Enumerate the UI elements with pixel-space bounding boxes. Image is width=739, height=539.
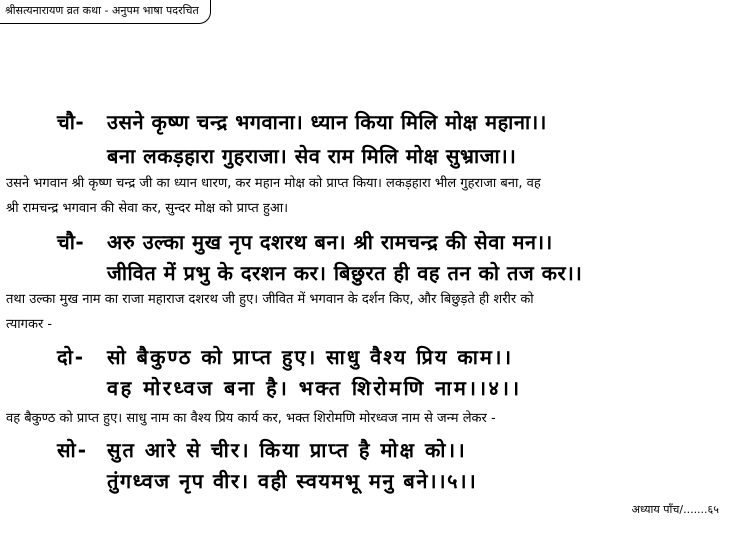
verse-marker: चौ- (57, 230, 85, 254)
prose-1-line-2: श्री रामचन्द्र भगवान की सेवा कर, सुन्दर मोक्ष को प्राप्त हुआ। (6, 201, 289, 216)
verse-text: सो बैकुण्ठ को प्राप्त हुए। साधु वैश्य प्रिय काम।। (107, 345, 514, 369)
verse-1-line-2: बना लकड़हारा गुहराजा। सेव राम मिलि मोक्ष सुभ्राजा।। (107, 144, 517, 168)
prose-2-line-2: त्यागकर - (6, 317, 53, 332)
verse-4-line-2: तुंगध्वज नृप वीर। वही स्वयमभू मनु बने।।५।। (107, 469, 478, 493)
verse-3-line-2: वह मोरध्वज बना है। भक्त शिरोमणि नाम।।४।। (107, 376, 522, 400)
verse-text: सुत आरे से चीर। किया प्राप्त है मोक्ष को।। (107, 438, 467, 462)
verse-1-line-1 (57, 108, 547, 135)
prose-1-line-1: उसने भगवान श्री कृष्ण चन्द्र जी का ध्यान धारण, कर महान मोक्ष को प्राप्त किया। लकड़हारा भील गुहराजा बना, वह (6, 176, 541, 191)
verse-2-line-2: जीवित में प्रभु के दरशन कर। बिछुरत ही वह तन को तज कर।। (107, 261, 583, 285)
verse-2-line-1 (57, 228, 553, 255)
verse-3-line-1 (57, 343, 513, 370)
verse-marker: सो- (57, 438, 89, 462)
page-footer: अध्याय पाँच/.......६५ (631, 503, 719, 516)
verse-text: अरु उल्का मुख नृप दशरथ बन। श्री रामचन्द्र की सेवा मन।। (107, 230, 553, 254)
prose-2-line-1: तथा उल्का मुख नाम का राजा महाराज दशरथ जी हुए। जीवित में भगवान के दर्शन किए, और बिछुड़ते ही शरीर को (6, 292, 534, 307)
prose-3-line-1: वह बैकुण्ठ को प्राप्त हुए। साधु नाम का वैश्य प्रिय कार्य कर, भक्त शिरोमणि मोरध्वज नाम से जन्म लेकर - (6, 411, 496, 426)
verse-marker: दो- (57, 345, 86, 369)
verse-4-line-1 (57, 436, 467, 463)
verse-text: उसने कृष्ण चन्द्र भगवाना। ध्यान किया मिलि मोक्ष महाना।। (107, 110, 547, 134)
running-header: श्रीसत्यनारायण व्रत कथा - अनुपम भाषा पदरचित (0, 0, 211, 24)
verse-marker: चौ- (57, 110, 85, 134)
